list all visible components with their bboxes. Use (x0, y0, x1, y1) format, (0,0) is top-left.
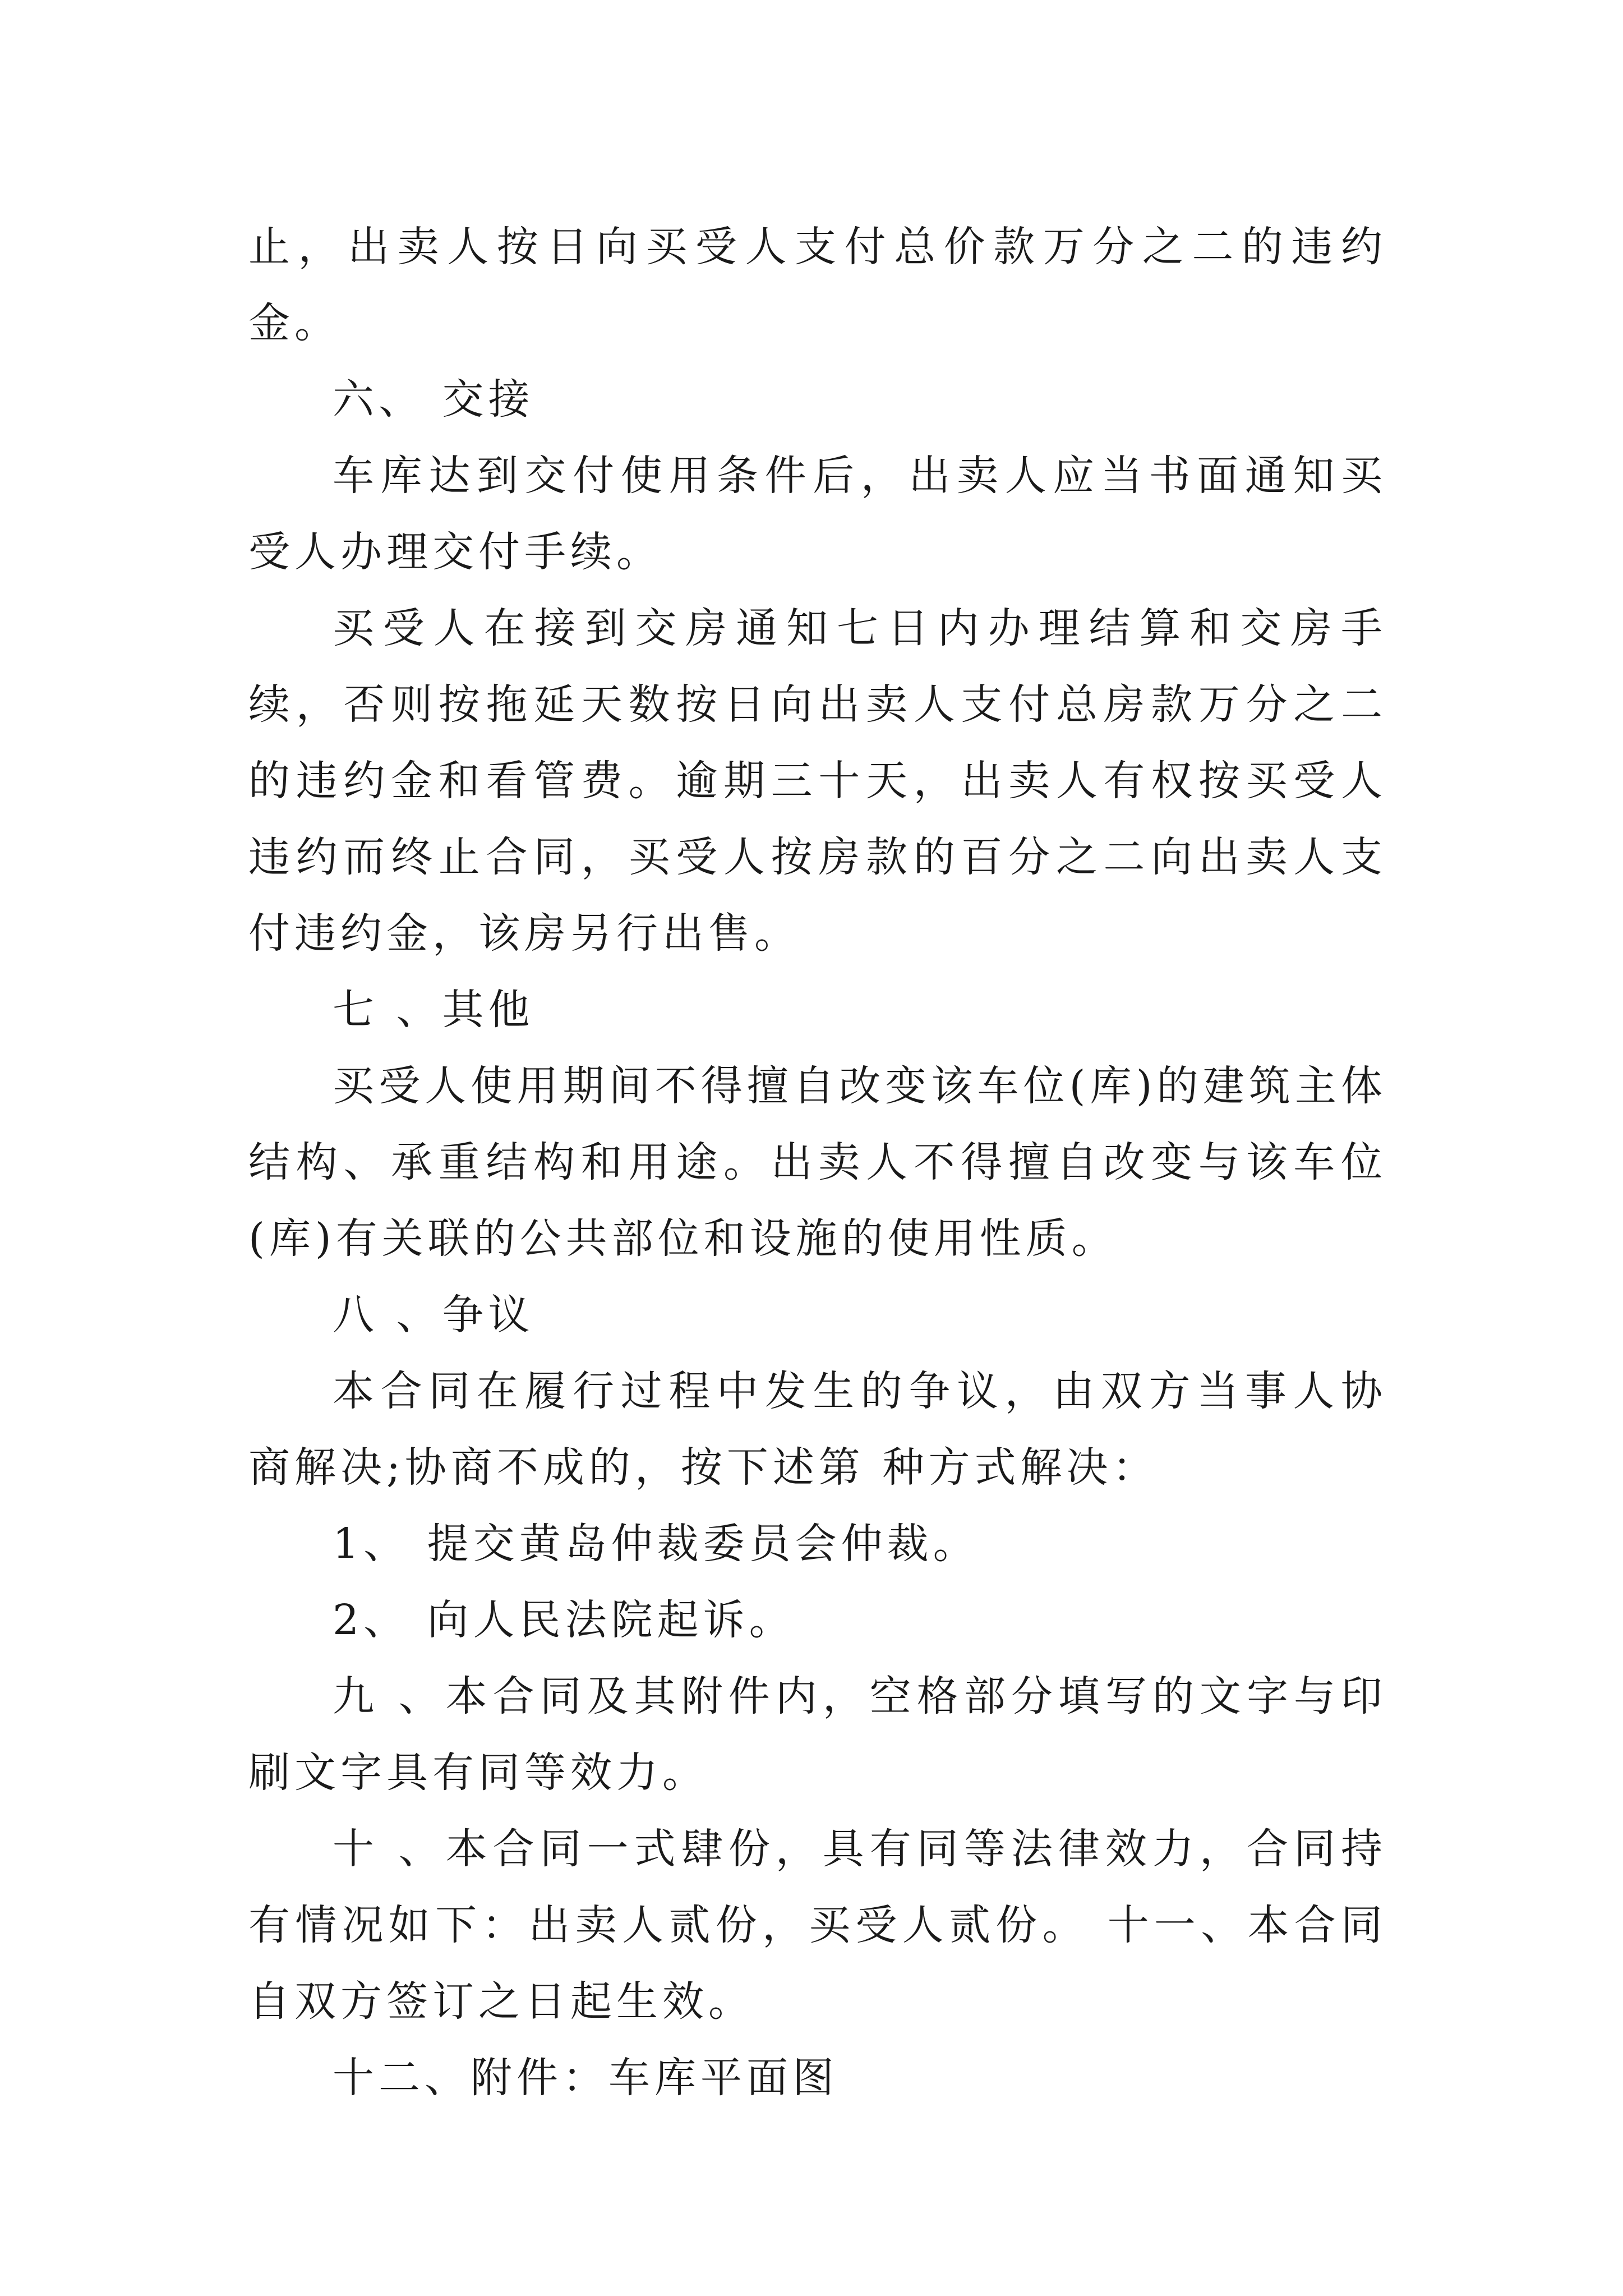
paragraph-attachment: 十二、附件：车库平面图 (333, 2054, 838, 2102)
paragraph-dispute-resolution: 本合同在履行过程中发生的争议，由双方当事人协商解决;协商不成的，按下述第 种方式解决： (248, 1367, 1387, 1492)
list-item-arbitration: 1、 提交黄岛仲裁委员会仲裁。 (333, 1520, 979, 1568)
paragraph-penalty-continued: 止，出卖人按日向买受人支付总价款万分之二的违约金。 (248, 223, 1387, 347)
paragraph-handover-notice: 车库达到交付使用条件后，出卖人应当书面通知买受人办理交付手续。 (248, 452, 1387, 576)
paragraph-copies-and-effect: 十 、本合同一式肆份，具有同等法律效力，合同持有情况如下：出卖人贰份，买受人贰份。 十一、本合同自双方签订之日起生效。 (248, 1825, 1387, 2026)
document-body (248, 209, 1387, 2116)
list-item-litigation: 2、 向人民法院起诉。 (333, 1596, 795, 1644)
paragraph-handover-deadline: 买受人在接到交房通知七日内办理结算和交房手续，否则按拖延天数按日向出卖人支付总房款万分之二的违约金和看管费。逾期三十天，出卖人有权按买受人违约而终止合同，买受人按房款的百分之二向出卖人支付违约金，该房另行出售。 (248, 604, 1387, 958)
paragraph-blank-fields-validity: 九 、本合同及其附件内，空格部分填写的文字与印刷文字具有同等效力。 (248, 1672, 1387, 1797)
section-heading-handover: 六、 交接 (333, 375, 534, 424)
section-heading-other: 七 、其他 (333, 986, 534, 1034)
section-heading-dispute: 八 、争议 (333, 1291, 534, 1339)
paragraph-usage-restrictions: 买受人使用期间不得擅自改变该车位(库)的建筑主体结构、承重结构和用途。出卖人不得擅自改变与该车位(库)有关联的公共部位和设施的使用性质。 (248, 1062, 1387, 1263)
